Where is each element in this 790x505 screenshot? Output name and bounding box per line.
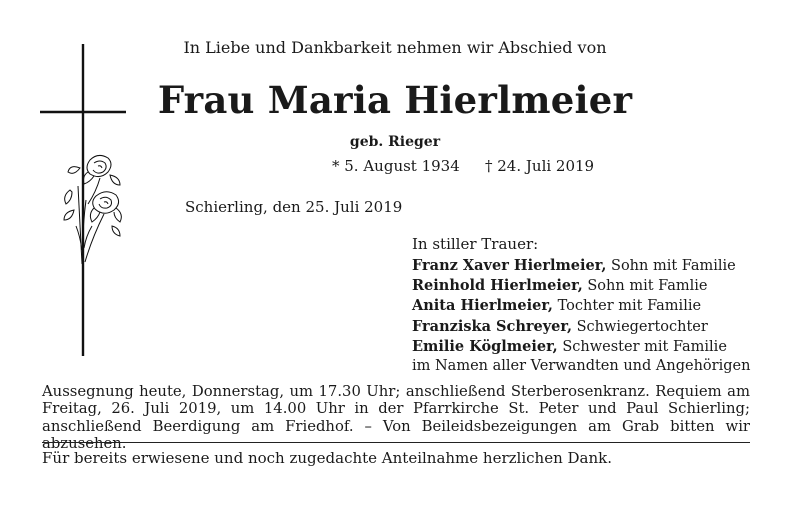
deceased-name: Frau Maria Hierlmeier (157, 78, 633, 122)
mourners-list (412, 256, 750, 376)
relatives-line: im Namen aller Verwandten und Angehörigen (412, 358, 751, 375)
list-item: Emilie Köglmeier, Schwester mit Familie (412, 337, 727, 355)
list-item: Franz Xaver Hierlmeier, Sohn mit Familie (412, 257, 736, 274)
birth-date: * 5. August 1934 (332, 157, 460, 175)
intro-line: In Liebe und Dankbarkeit nehmen wir Abschied von (183, 38, 607, 57)
mourning-heading: In stiller Trauer: (412, 235, 539, 253)
service-details: Aussegnung heute, Donnerstag, um 17.30 Uhr; anschließend Sterberosenkranz. Requiem am Freitag, 26. Juli 2019, um 14.00 Uhr in der Pfarrkirche St. Peter und Paul Schierling; anschließend Beerdigung am Friedhof. – Von Beileidsbezeigungen am Grab bitten wir abzusehen. (42, 383, 750, 453)
rose-icon (64, 155, 121, 264)
list-item: Anita Hierlmeier, Tochter mit Familie (412, 297, 702, 315)
maiden-name: geb. Rieger (349, 134, 441, 150)
list-item: Franziska Schreyer, Schwiegertochter (412, 317, 708, 335)
divider (42, 442, 750, 443)
place-date: Schierling, den 25. Juli 2019 (185, 198, 403, 216)
thanks-line: Für bereits erwiesene und noch zugedachte Anteilnahme herzlichen Dank. (42, 449, 612, 467)
death-date: † 24. Juli 2019 (485, 157, 595, 175)
list-item: Reinhold Hierlmeier, Sohn mit Famlie (412, 277, 708, 295)
